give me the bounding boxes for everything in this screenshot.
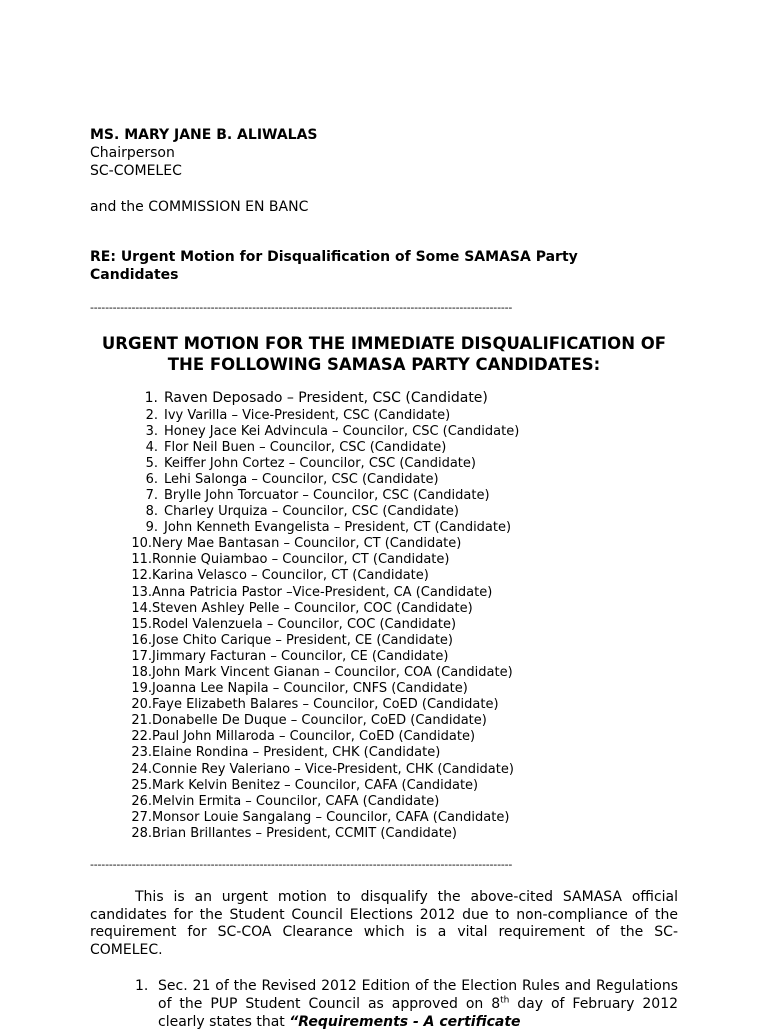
candidate-text: John Kenneth Evangelista – President, CT (Candidate) (164, 520, 512, 536)
candidate-number: 27. (131, 809, 152, 825)
candidate-item (90, 552, 519, 568)
candidate-item (90, 408, 519, 424)
candidate-item (90, 390, 519, 408)
candidate-number: 2. (145, 407, 158, 423)
candidate-item (90, 440, 519, 456)
candidate-item (90, 456, 519, 472)
candidate-item (90, 488, 519, 504)
candidate-item (90, 665, 519, 681)
candidate-number: 1. (144, 390, 158, 406)
candidate-text: Steven Ashley Pelle – Councilor, COC (Candidate) (152, 600, 473, 616)
candidate-text: Donabelle De Duque – Councilor, CoED (Candidate) (152, 713, 487, 729)
candidate-text: Monsor Louie Sangalang – Councilor, CAFA (Candidate) (152, 809, 510, 825)
point-superscript: th (500, 995, 510, 1006)
candidate-number: 26. (131, 793, 152, 809)
candidate-list (90, 390, 519, 842)
candidate-number: 25. (131, 777, 152, 793)
candidate-item (90, 617, 519, 633)
candidate-number: 15. (131, 616, 152, 632)
candidate-number: 14. (131, 600, 152, 616)
candidate-item (90, 472, 519, 488)
candidate-number: 16. (131, 632, 152, 648)
candidate-number: 17. (131, 648, 152, 664)
candidate-text: Joanna Lee Napila – Councilor, CNFS (Candidate) (152, 681, 468, 697)
candidate-text: Jimmary Facturan – Councilor, CE (Candidate) (152, 648, 449, 664)
candidate-item (90, 633, 519, 649)
candidate-number: 28. (131, 825, 152, 841)
candidate-number: 21. (131, 713, 152, 729)
candidate-item (90, 794, 519, 810)
candidate-number: 19. (131, 681, 152, 697)
body-paragraph-text: This is an urgent motion to disqualify the above-cited SAMASA official candidates for the Student Council Elections 2012 due to non-compliance of the requirement for SC-COA Clearance which is a vital requirement of the SC-COMELEC. (90, 889, 678, 958)
candidate-item (90, 697, 519, 713)
addressee-name: MS. MARY JANE B. ALIWALAS (90, 127, 318, 143)
candidate-number: 10. (131, 536, 152, 552)
candidate-item (90, 520, 519, 536)
candidate-item (90, 649, 519, 665)
candidate-text: John Mark Vincent Gianan – Councilor, COA (Candidate) (152, 665, 513, 680)
candidate-text: Lehi Salonga – Councilor, CSC (Candidate) (164, 471, 439, 487)
candidate-item (90, 536, 519, 552)
candidate-text: Karina Velasco – Councilor, CT (Candidate) (152, 568, 429, 584)
candidate-item (90, 585, 519, 601)
candidate-item (90, 826, 519, 842)
candidate-number: 23. (131, 745, 152, 761)
point-text-after: day of February 2012 clearly states that (158, 996, 679, 1030)
candidate-text: Ronnie Quiambao – Councilor, CT (Candidate) (152, 552, 450, 568)
candidate-text: Connie Rey Valeriano – Vice-President, CHK (Candidate) (152, 761, 514, 777)
candidate-number: 20. (131, 697, 152, 713)
candidate-text: Melvin Ermita – Councilor, CAFA (Candidate) (152, 793, 440, 809)
candidate-text: Brian Brillantes – President, CCMIT (Candidate) (152, 825, 457, 841)
candidate-text: Anna Patricia Pastor –Vice-President, CA (Candidate) (152, 584, 493, 600)
candidate-number: 6. (145, 471, 158, 487)
candidate-number: 7. (145, 487, 158, 503)
candidate-number: 9. (145, 520, 158, 536)
candidate-item (90, 762, 519, 778)
candidate-text: Paul John Millaroda – Councilor, CoED (Candidate) (152, 729, 476, 745)
candidate-text: Rodel Valenzuela – Councilor, COC (Candidate) (152, 616, 457, 632)
point-text-before: Sec. 21 of the Revised 2012 Edition of the Election Rules and Regulations of the PUP Student Council as approved on 8 (158, 978, 678, 1012)
addressee-position: Chairperson (90, 145, 175, 161)
candidate-number: 12. (131, 568, 152, 584)
candidate-number: 22. (131, 729, 152, 745)
numbered-point-1 (135, 977, 678, 1031)
candidate-text: Nery Mae Bantasan – Councilor, CT (Candidate) (152, 536, 462, 552)
candidate-item (90, 568, 519, 584)
divider-bottom: ---------------------------------------------------------------------------------------------------------------- (90, 859, 513, 871)
candidate-text: Honey Jace Kei Advincula – Councilor, CSC (Candidate) (164, 423, 520, 439)
addressee-also: and the COMMISSION EN BANC (90, 199, 309, 215)
candidate-number: 3. (145, 423, 158, 439)
point-number: 1. (135, 978, 149, 994)
candidate-item (90, 810, 519, 826)
candidate-text: Brylle John Torcuator – Councilor, CSC (Candidate) (164, 487, 490, 503)
candidate-text: Jose Chito Carique – President, CE (Candidate) (152, 632, 453, 648)
candidate-text: Keiffer John Cortez – Councilor, CSC (Candidate) (164, 455, 476, 471)
candidate-item (90, 681, 519, 697)
divider-top: ---------------------------------------------------------------------------------------------------------------- (90, 302, 513, 314)
candidate-item (90, 424, 519, 440)
candidate-number: 5. (145, 455, 158, 471)
point-quote: “Requirements - A certificate (289, 1014, 521, 1030)
candidate-item (90, 713, 519, 729)
candidate-item (90, 778, 519, 794)
candidate-text: Elaine Rondina – President, CHK (Candidate) (152, 745, 441, 761)
candidate-text: Ivy Varilla – Vice-President, CSC (Candidate) (164, 407, 451, 423)
candidate-text: Charley Urquiza – Councilor, CSC (Candidate) (164, 504, 459, 520)
candidate-number: 8. (145, 504, 158, 520)
candidate-text: Mark Kelvin Benitez – Councilor, CAFA (Candidate) (152, 777, 479, 793)
candidate-item (90, 745, 519, 761)
candidate-item (90, 504, 519, 520)
candidate-number: 18. (131, 665, 152, 680)
candidate-item (90, 601, 519, 617)
candidate-number: 4. (145, 439, 158, 455)
candidate-number: 24. (131, 761, 152, 777)
addressee-block (90, 126, 318, 216)
subject-line: RE: Urgent Motion for Disqualification of Some SAMASA Party Candidates (90, 249, 578, 283)
candidate-number: 13. (131, 584, 152, 600)
body-paragraph (90, 889, 678, 959)
candidate-number: 11. (131, 552, 152, 568)
candidate-text: Raven Deposado – President, CSC (Candidate) (164, 390, 488, 406)
addressee-office: SC-COMELEC (90, 163, 182, 179)
candidate-item (90, 729, 519, 745)
motion-title: URGENT MOTION FOR THE IMMEDIATE DISQUALIFICATION OF THE FOLLOWING SAMASA PARTY CANDIDATES: (101, 334, 667, 374)
point-text (158, 977, 678, 1031)
candidate-text: Faye Elizabeth Balares – Councilor, CoED (Candidate) (152, 697, 499, 713)
candidate-text: Flor Neil Buen – Councilor, CSC (Candidate) (164, 439, 447, 455)
